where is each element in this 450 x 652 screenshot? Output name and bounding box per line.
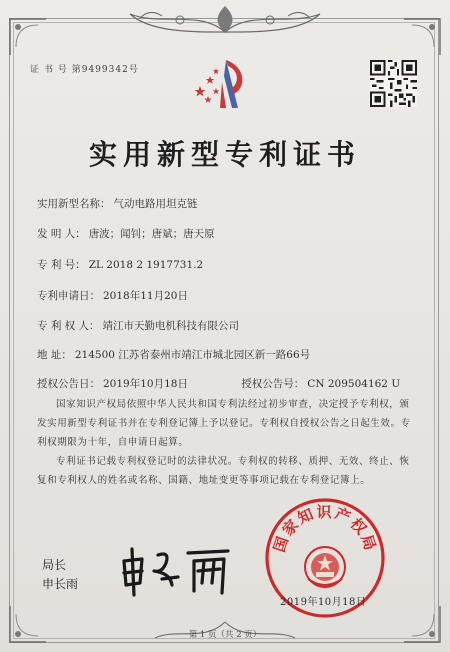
certificate-number <box>30 62 139 75</box>
field-value: 2018年11月20日 <box>103 290 188 302</box>
field-value: 靖江市天勤电机科技有限公司 <box>102 320 240 332</box>
utility-model-name-row <box>37 196 198 211</box>
field-label: 专 利 号： <box>37 259 86 271</box>
seal-date: 2019年10月18日 <box>280 597 367 608</box>
patent-number-row <box>37 257 203 272</box>
grant-date-label: 授权公告日： <box>37 378 100 390</box>
inventor-row <box>37 226 215 241</box>
field-value: ZL 2018 2 1917731.2 <box>88 259 204 271</box>
field-label: 发 明 人： <box>37 228 86 240</box>
director-title: 局长 <box>42 558 67 572</box>
director-name: 申长雨 <box>42 577 79 591</box>
national-emblem-icon <box>305 547 345 587</box>
field-value: 214500 江苏省泰州市靖江市城北园区新一路66号 <box>74 349 311 361</box>
grant-number-value: CN 209504162 U <box>307 378 401 390</box>
grant-statement-paragraph: 国家知识产权局依照中华人民共和国专利法经过初步审查，决定授予专利权，颁发实用新型专利证书并在专利登记簿上予以登记。专利权自授权公告之日起生效。专利权期限为十年，自申请日起算。 <box>37 399 411 448</box>
legal-status-paragraph: 专利证书记载专利权登记时的法律状况。专利权的转移、质押、无效、终止、恢复和专利权人的姓名或名称、国籍、地址变更等事项记载在专利登记簿上。 <box>37 456 410 486</box>
field-label: 专 利 权 人： <box>37 320 100 332</box>
seal-text: 国家知识产权局 <box>270 503 380 555</box>
field-label: 专利申请日： <box>37 290 100 302</box>
field-value: 气动电路用坦克链 <box>113 198 198 210</box>
field-value: 唐波；闻钊；唐斌；唐天原 <box>88 228 215 240</box>
top-ornament <box>120 2 330 36</box>
field-label: 实用新型名称： <box>37 198 111 210</box>
address-row <box>37 347 310 362</box>
certificate-number-value: 第9499342号 <box>71 65 139 75</box>
cnipa-logo-icon <box>186 56 256 114</box>
director-signature <box>118 543 238 601</box>
patentee-row <box>37 318 239 333</box>
grant-date-value: 2019年10月18日 <box>103 378 188 390</box>
qr-code <box>370 60 417 107</box>
grant-row <box>37 376 400 391</box>
certificate-number-label: 证 书 号 <box>30 65 68 75</box>
corner-ornament-top-right <box>402 17 442 57</box>
corner-ornament-top-left <box>8 17 48 57</box>
application-date-row <box>37 288 188 303</box>
grant-number-label: 授权公告号： <box>241 378 305 390</box>
page-title: 实用新型专利证书 <box>88 138 361 171</box>
field-label: 地 址： <box>37 349 72 361</box>
page-number: 第 1 页（共 2 页） <box>188 630 262 640</box>
